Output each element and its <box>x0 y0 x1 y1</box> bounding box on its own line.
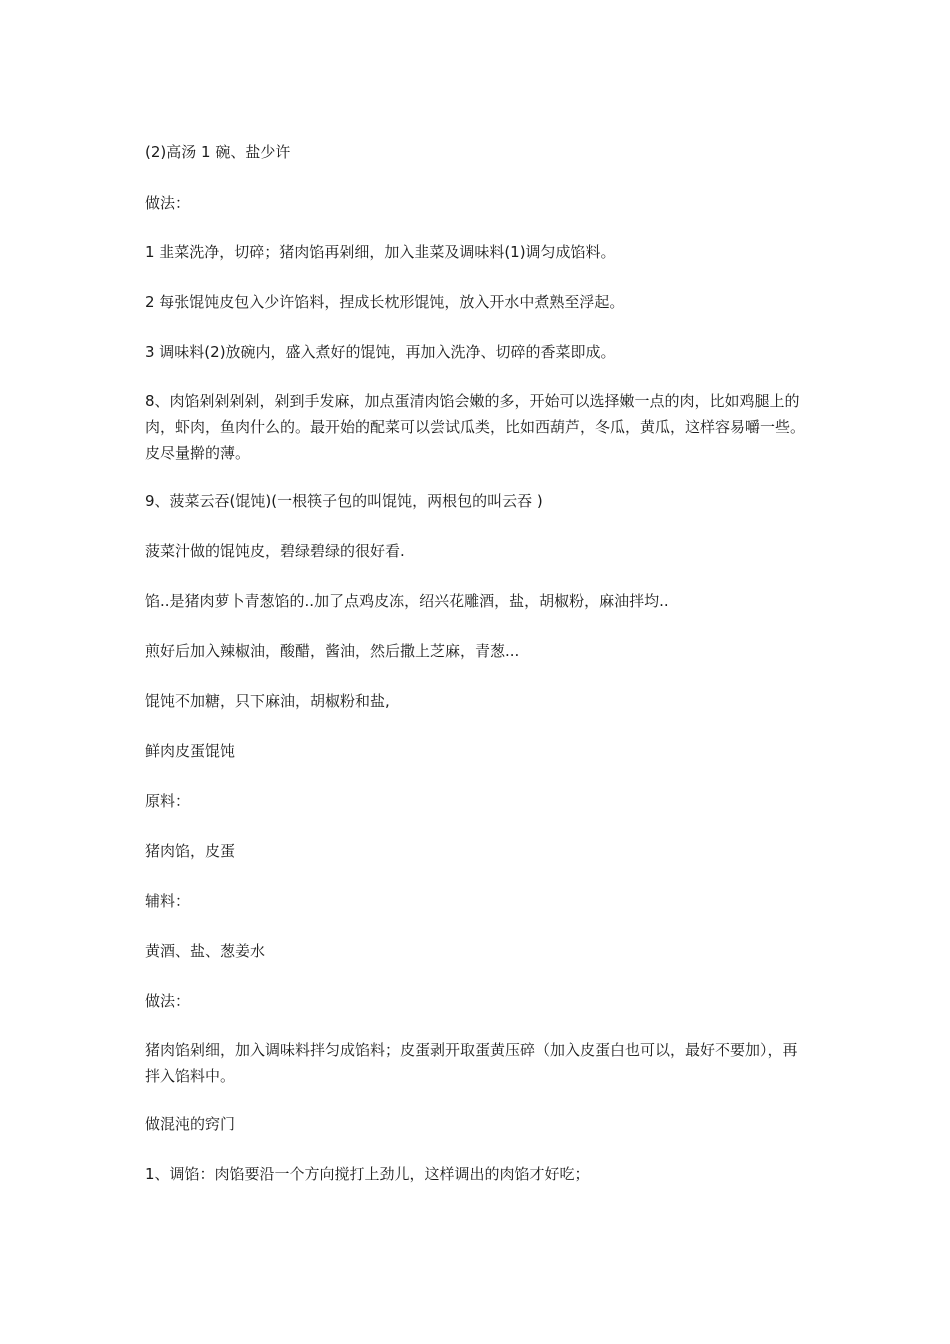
seasoning-line: 煎好后加入辣椒油，酸醋，酱油，然后撒上芝麻，青葱... <box>145 642 520 660</box>
tip-1-line: 1、调馅：肉馅要沿一个方向搅打上劲儿，这样调出的肉馅才好吃； <box>145 1165 590 1183</box>
ingredients-heading: 原料： <box>145 792 191 810</box>
tips-heading: 做混沌的窍门 <box>145 1115 236 1133</box>
recipe-9-title: 9、菠菜云吞(馄饨)(一根筷子包的叫馄饨，两根包的叫云吞 ) <box>145 492 543 510</box>
method-heading: 做法： <box>145 194 191 212</box>
method-paragraph: 猪肉馅剁细，加入调味料拌匀成馅料；皮蛋剥开取蛋黄压碎（加入皮蛋白也可以，最好不要加），再拌入馅料中。 <box>145 1041 798 1085</box>
no-sugar-line: 馄饨不加糖，只下麻油，胡椒粉和盐, <box>145 692 390 710</box>
ingredients-line: 猪肉馅，皮蛋 <box>145 842 236 860</box>
step-3: 3 调味料(2)放碗内，盛入煮好的馄饨，再加入洗净、切碎的香菜即成。 <box>145 343 616 361</box>
filling-line: 馅..是猪肉萝卜青葱馅的..加了点鸡皮冻，绍兴花雕酒，盐，胡椒粉，麻油拌均.. <box>145 592 669 610</box>
ingredient-line-broth: (2)高汤 1 碗、盐少许 <box>145 143 291 161</box>
step-1: 1 韭菜洗净，切碎；猪肉馅再剁细，加入韭菜及调味料(1)调匀成馅料。 <box>145 243 616 261</box>
auxiliary-line: 黄酒、盐、葱姜水 <box>145 942 266 960</box>
step-2: 2 每张馄饨皮包入少许馅料，捏成长枕形馄饨，放入开水中煮熟至浮起。 <box>145 293 625 311</box>
auxiliary-heading: 辅料： <box>145 892 191 910</box>
spinach-wrapper-line: 菠菜汁做的馄饨皮，碧绿碧绿的很好看. <box>145 542 405 560</box>
tip-8-paragraph: 8、肉馅剁剁剁剁，剁到手发麻，加点蛋清肉馅会嫩的多，开始可以选择嫩一点的肉，比如鸡腿上的肉，虾肉，鱼肉什么的。最开始的配菜可以尝试瓜类，比如西葫芦，冬瓜，黄瓜，这样容易嚼一些。皮尽量擀的薄。 <box>145 392 806 462</box>
recipe-title-pidan: 鲜肉皮蛋馄饨 <box>145 742 236 760</box>
method-heading-2: 做法： <box>145 992 191 1010</box>
